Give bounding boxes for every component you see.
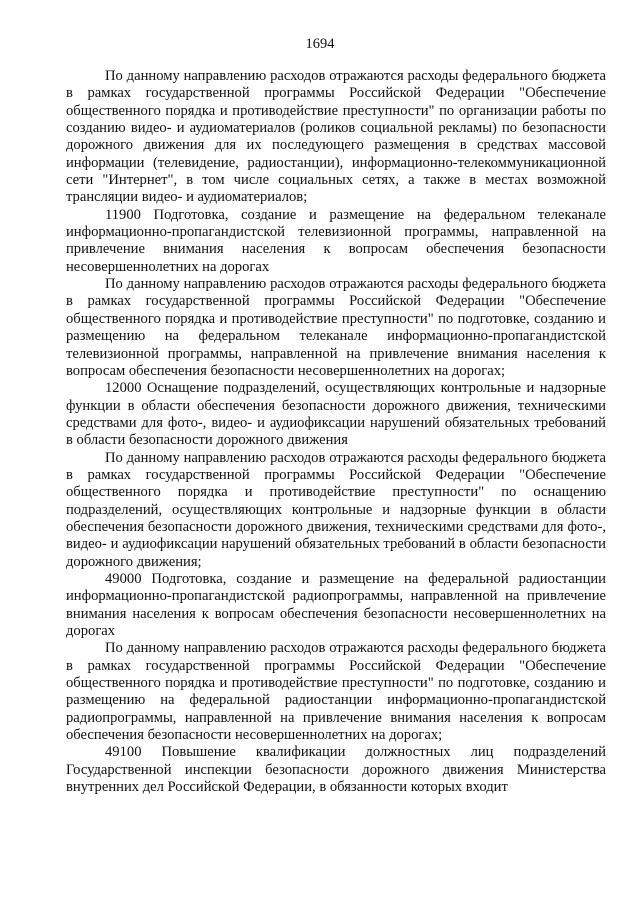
paragraph-code-11900-heading: 11900 Подготовка, создание и размещение на федеральном телеканале информационно-пропагандистской телевизионной программы, направленной на привлечение внимания населения к вопросам обеспечения безопасности несовершеннолетних на дорогах [66, 206, 606, 275]
paragraph-code-49000-heading: 49000 Подготовка, создание и размещение на федеральной радиостанции информационно-пропагандистской радиопрограммы, направленной на привлечение внимания населения к вопросам обеспечения безопасности несовершеннолетних на дорогах [66, 570, 606, 639]
document-body [66, 68, 606, 796]
paragraph-expense-description-49000: По данному направлению расходов отражаются расходы федерального бюджета в рамках государственной программы Российской Федерации "Обеспечение общественного порядка и противодействие преступности" по подготовке, созданию и размещению на федеральной радиостанции информационно-пропагандистской радиопрограммы, направленной на привлечение внимания населения к вопросам обеспечения безопасности несовершеннолетних на дорогах; [66, 640, 606, 744]
paragraph-expense-description-12000: По данному направлению расходов отражаются расходы федерального бюджета в рамках государственной программы Российской Федерации "Обеспечение общественного порядка и противодействие преступности" по оснащению подразделений, осуществляющих контрольные и надзорные функции в области обеспечения безопасности дорожного движения, техническими средствами для фото-, видео- и аудиофиксации нарушений обязательных требований в области безопасности дорожного движения; [66, 449, 606, 570]
paragraph-expense-description-11900: По данному направлению расходов отражаются расходы федерального бюджета в рамках государственной программы Российской Федерации "Обеспечение общественного порядка и противодействие преступности" по подготовке, созданию и размещению на федеральном телеканале информационно-пропагандистской телевизионной программы, направленной на привлечение внимания населения к вопросам обеспечения безопасности несовершеннолетних на дорогах; [66, 276, 606, 379]
paragraph-code-12000-heading: 12000 Оснащение подразделений, осуществляющих контрольные и надзорные функции в области обеспечения безопасности дорожного движения, техническими средствами для фото-, видео- и аудиофиксации нарушений обязательных требований в области безопасности дорожного движения [66, 380, 606, 449]
paragraph-code-49100-heading: 49100 Повышение квалификации должностных лиц подразделений Государственной инспекции безопасности дорожного движения Министерства внутренних дел Российской Федерации, в обязанности которых входит [66, 744, 606, 796]
page-number: 1694 [305, 36, 335, 52]
paragraph-expense-description-10200: По данному направлению расходов отражаются расходы федерального бюджета в рамках государственной программы Российской Федерации "Обеспечение общественного порядка и противодействие преступности" по организации работы по созданию видео- и аудиоматериалов (роликов социальной рекламы) по безопасности дорожного движения для их последующего размещения в средствах массовой информации (телевидение, радиостанции), информационно-телекоммуникационной сети "Интернет", в том числе социальных сетях, а также в местах возможной трансляции видео- и аудиоматериалов; [66, 68, 606, 206]
